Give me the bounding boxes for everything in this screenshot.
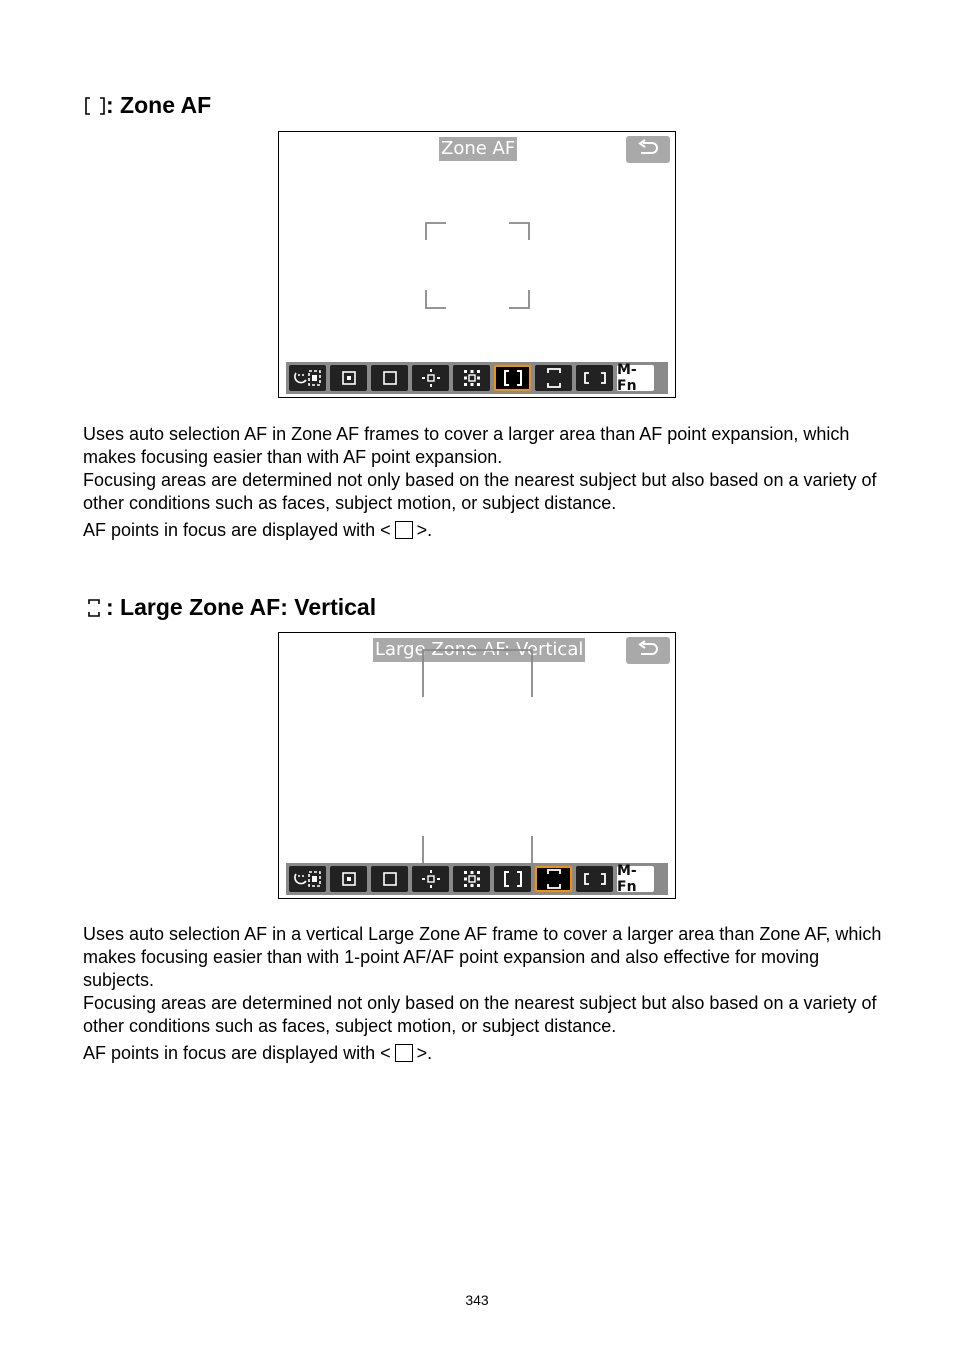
large-zone-vertical-icon [545,367,563,389]
face-tracking-icon [293,870,323,888]
zone-af-mode-icon [502,369,524,387]
mode-large-zone-horizontal[interactable] [576,866,613,892]
af-point-box-icon [395,1044,413,1062]
mode-expand-af-cross[interactable] [412,365,449,391]
af-mode-bar [286,863,668,895]
mode-expand-af-surround[interactable] [453,365,490,391]
zone-af-frame [279,132,676,398]
af-mode-bar [286,362,668,394]
screen-title: Large Zone AF: Vertical [375,639,584,660]
mode-expand-af-surround[interactable] [453,866,490,892]
face-tracking-icon [293,369,323,387]
paragraph: Uses auto selection AF in a vertical Large Zone AF frame to cover a larger area than Zone AF, which makes focusing easier than with 1-point AF/AF point expansion and also effective for moving subjects. [83,924,882,990]
camera-screen-zone-af [278,131,676,398]
section-heading-large-zone-vertical [84,594,376,621]
camera-screen-large-zone-vertical [278,632,676,899]
zone-af-mode-icon [502,870,524,888]
large-zone-vertical-icon [84,597,106,619]
section2-description [83,923,883,1065]
section-heading-text: : Zone AF [106,92,212,118]
one-point-af-icon [382,370,398,386]
large-zone-horizontal-icon [583,872,607,886]
mode-large-zone-vertical[interactable] [535,365,572,391]
mode-zone-af[interactable] [494,866,531,892]
expand-af-cross-icon [420,869,442,889]
mode-m-fn-button[interactable]: M-Fn [617,866,654,892]
section-heading-zone-af [84,92,211,119]
one-point-af-icon [382,871,398,887]
mode-face-tracking[interactable] [289,365,326,391]
expand-af-surround-icon [461,368,483,388]
mode-zone-af[interactable] [494,365,531,391]
expand-af-surround-icon [461,869,483,889]
focus-note [83,1042,883,1065]
zone-af-icon [84,95,106,117]
paragraph: Focusing areas are determined not only based on the nearest subject but also based on a variety of other conditions such as faces, subject motion, or subject distance. [83,993,877,1036]
spot-af-icon [341,370,357,386]
focus-note-end: >. [416,520,433,540]
spot-af-icon [341,871,357,887]
focus-note-end: >. [416,1043,433,1063]
focus-note-text: AF points in focus are displayed with < [83,1043,391,1063]
paragraph: Focusing areas are determined not only based on the nearest subject but also based on a variety of other conditions such as faces, subject motion, or subject distance. [83,470,877,513]
screen-title: Zone AF [441,138,516,159]
af-point-box-icon [395,521,413,539]
mode-face-tracking[interactable] [289,866,326,892]
focus-note-text: AF points in focus are displayed with < [83,520,391,540]
mode-expand-af-cross[interactable] [412,866,449,892]
paragraph: Uses auto selection AF in Zone AF frames to cover a larger area than AF point expansion, which makes focusing easier than with AF point expansion. [83,424,850,467]
mode-1-point-af[interactable] [371,365,408,391]
mode-spot-af[interactable] [330,866,367,892]
large-zone-vertical-icon [545,868,563,890]
mode-large-zone-horizontal[interactable] [576,365,613,391]
mode-m-fn-button[interactable]: M-Fn [617,365,654,391]
section1-description [83,423,883,542]
focus-note [83,519,883,542]
large-zone-horizontal-icon [583,371,607,385]
page-number: 343 [465,1292,489,1308]
large-zone-vertical-frame [279,633,676,899]
expand-af-cross-icon [420,368,442,388]
section-heading-text: : Large Zone AF: Vertical [106,594,377,620]
mode-large-zone-vertical[interactable] [535,866,572,892]
mode-spot-af[interactable] [330,365,367,391]
mode-1-point-af[interactable] [371,866,408,892]
